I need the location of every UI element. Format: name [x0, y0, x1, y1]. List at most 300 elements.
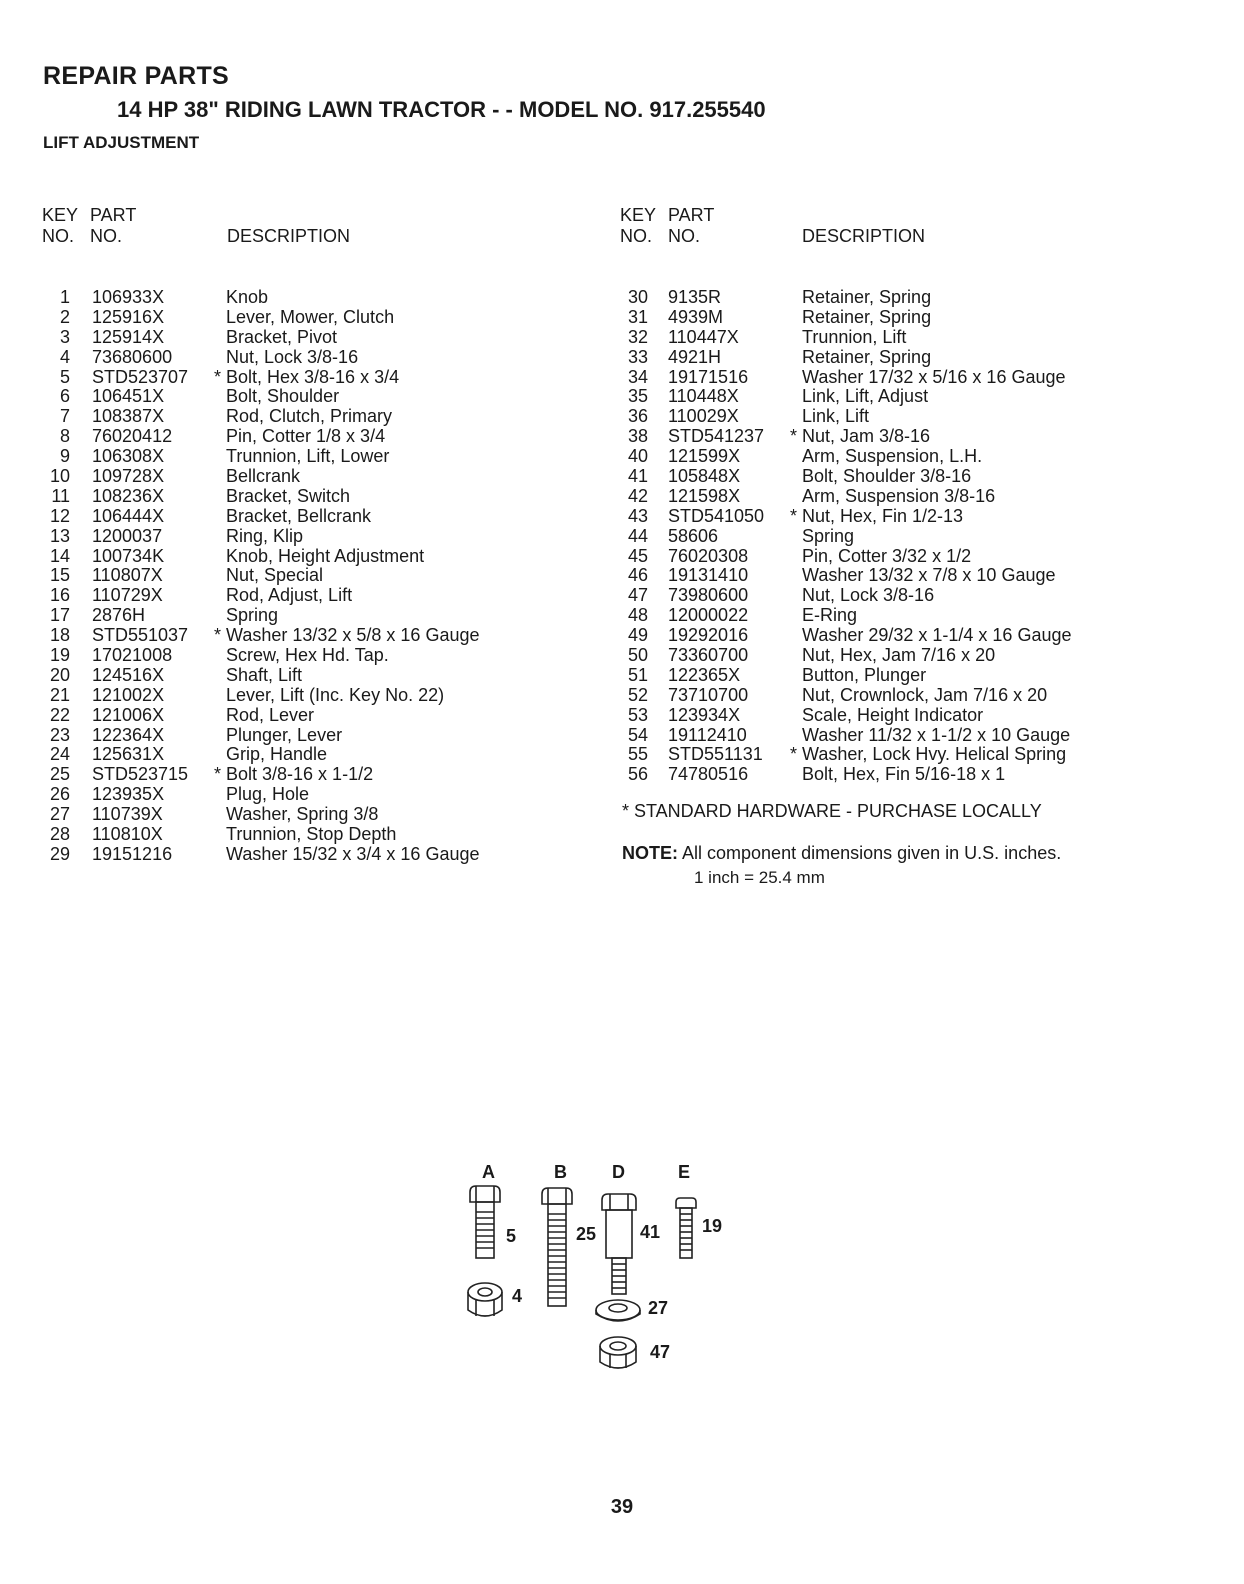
part-description: [226, 386, 339, 406]
part-description: [802, 446, 982, 466]
part-number: 4921H: [668, 346, 722, 367]
part-number: STD523715: [92, 764, 189, 785]
part-number: 125916X: [92, 306, 165, 327]
lock-nut-47-icon: [600, 1337, 636, 1368]
table-row: [40, 804, 580, 824]
table-row: [40, 526, 580, 546]
key-number: 30: [627, 287, 648, 307]
key-number: 41: [627, 466, 648, 487]
key-number: 49: [627, 625, 648, 646]
part-description: [802, 486, 995, 506]
table-row: [618, 506, 1218, 526]
hardware-illustration: [440, 1150, 760, 1390]
key-number: 35: [627, 386, 648, 407]
description-text: Rod, Adjust, Lift: [226, 585, 353, 606]
key-number: 12: [49, 505, 70, 526]
key-number: 38: [627, 426, 648, 447]
key-number: 5: [59, 366, 70, 387]
table-row: [618, 645, 1218, 665]
description-text: Bolt, Hex 3/8-16 x 3/4: [226, 366, 400, 387]
part-number: 105848X: [668, 466, 741, 487]
description-text: Washer 29/32 x 1-1/4 x 16 Gauge: [802, 625, 1072, 646]
description-text: Pin, Cotter 1/8 x 3/4: [226, 426, 386, 447]
description-text: Nut, Jam 3/8-16: [802, 426, 931, 447]
description-text: Nut, Lock 3/8-16: [802, 585, 935, 606]
table-row: [618, 625, 1218, 645]
part-description: [226, 506, 371, 526]
part-number: 2876H: [92, 605, 146, 626]
part-number: 125914X: [92, 326, 165, 347]
table-row: [618, 406, 1218, 426]
part-description: [214, 764, 374, 785]
key-number: 44: [627, 525, 648, 546]
part-number: 106933X: [92, 287, 165, 307]
standard-hardware-mark: *: [790, 744, 798, 765]
table-row: [618, 744, 1218, 764]
part-number: 4939M: [668, 306, 724, 327]
key-number: 32: [627, 326, 648, 347]
part-description: [802, 705, 983, 725]
standard-hardware-mark: *: [214, 625, 222, 646]
description-text: Button, Plunger: [802, 664, 927, 685]
description-text: Ring, Klip: [226, 525, 304, 546]
description-text: Washer 13/32 x 5/8 x 16 Gauge: [226, 625, 480, 646]
header-key-top: KEY: [620, 205, 657, 225]
part-description: [226, 665, 302, 685]
description-text: Retainer, Spring: [802, 306, 932, 327]
header-key-top: KEY: [42, 205, 79, 225]
table-row: [40, 764, 580, 784]
part-number: 12000022: [668, 605, 749, 626]
key-number: 33: [627, 346, 648, 367]
rows-right: [618, 287, 1218, 784]
part-description: [226, 585, 352, 605]
key-number: 45: [627, 545, 648, 566]
part-description: [226, 565, 323, 585]
parts-table-right: [618, 205, 1218, 784]
part-description: [802, 764, 1005, 784]
table-row: [40, 347, 580, 367]
description-text: Nut, Special: [226, 565, 324, 586]
table-row: [618, 386, 1218, 406]
header-description: DESCRIPTION: [802, 226, 926, 246]
note-label: NOTE:: [622, 843, 678, 863]
part-description: [226, 526, 303, 546]
part-number: 19292016: [668, 625, 749, 646]
part-description: [226, 347, 358, 367]
description-text: Retainer, Spring: [802, 287, 932, 307]
table-row: [40, 685, 580, 705]
key-number: 2: [59, 306, 70, 327]
table-row: [40, 744, 580, 764]
key-number: 6: [59, 386, 70, 407]
key-number: 7: [59, 406, 70, 427]
callout-47: 47: [650, 1342, 671, 1362]
part-number: 123934X: [668, 704, 741, 725]
table-row: [618, 347, 1218, 367]
description-text: Pin, Cotter 3/32 x 1/2: [802, 545, 972, 566]
part-number: STD523707: [92, 366, 189, 387]
table-row: [40, 367, 580, 387]
table-row: [618, 565, 1218, 585]
part-number: 110810X: [92, 824, 163, 845]
table-row: [40, 287, 580, 307]
table-row: [618, 705, 1218, 725]
table-row: [618, 367, 1218, 387]
callout-19: 19: [702, 1216, 723, 1236]
table-header-left: [40, 205, 580, 249]
part-description: [226, 406, 392, 426]
part-number: 106444X: [92, 505, 165, 526]
part-description: [802, 565, 1056, 585]
key-number: 10: [49, 466, 70, 487]
table-row: [618, 764, 1218, 784]
part-number: 74780516: [668, 764, 749, 785]
key-number: 43: [627, 505, 648, 526]
part-number: 125631X: [92, 744, 165, 765]
page-number: 39: [610, 1496, 634, 1518]
part-description: [226, 705, 314, 725]
key-number: 8: [59, 426, 70, 447]
callout-4: 4: [512, 1286, 523, 1306]
part-description: [802, 386, 928, 406]
part-number: 73680600: [92, 346, 173, 367]
header-part-bottom: NO.: [90, 226, 123, 246]
key-number: 56: [627, 764, 648, 785]
part-number: 108236X: [92, 485, 165, 506]
description-text: Arm, Suspension 3/8-16: [802, 485, 996, 506]
key-number: 18: [49, 625, 70, 646]
part-number: 73980600: [668, 585, 749, 606]
part-description: [802, 725, 1070, 745]
part-description: [802, 645, 995, 665]
part-number: 110807X: [92, 565, 163, 586]
part-number: 110029X: [668, 406, 739, 427]
rows-left: [40, 287, 580, 864]
description-text: E-Ring: [802, 605, 858, 626]
table-row: [618, 585, 1218, 605]
part-description: [790, 744, 1067, 765]
key-number: 21: [49, 684, 70, 705]
part-number: 19151216: [92, 843, 173, 864]
key-number: 4: [59, 346, 70, 367]
part-number: 100734K: [92, 545, 165, 566]
table-row: [40, 565, 580, 585]
description-text: Washer 13/32 x 7/8 x 10 Gauge: [802, 565, 1056, 586]
part-number: 76020308: [668, 545, 749, 566]
spring-washer-icon: [596, 1300, 640, 1321]
table-row: [40, 466, 580, 486]
part-number: 121002X: [92, 684, 165, 705]
description-text: Lever, Mower, Clutch: [226, 306, 395, 327]
description-text: Spring: [226, 605, 279, 626]
figure-letter-e: E: [678, 1162, 691, 1182]
model-subtitle: 14 HP 38" RIDING LAWN TRACTOR - - MODEL NO. 917.255540: [117, 97, 766, 122]
key-number: 24: [49, 744, 70, 765]
description-text: Scale, Height Indicator: [802, 704, 984, 725]
part-description: [226, 744, 327, 764]
part-number: 19112410: [668, 724, 747, 745]
part-description: [226, 605, 278, 625]
header-part-bottom: NO.: [668, 226, 701, 246]
description-text: Spring: [802, 525, 855, 546]
key-number: 50: [627, 645, 648, 666]
key-number: 26: [49, 784, 70, 805]
part-number: 109728X: [92, 466, 165, 487]
key-number: 27: [49, 804, 70, 825]
table-row: [40, 546, 580, 566]
callout-25: 25: [576, 1224, 597, 1244]
callout-41: 41: [640, 1222, 661, 1242]
table-row: [618, 446, 1218, 466]
table-row: [618, 426, 1218, 446]
key-number: 46: [627, 565, 648, 586]
part-description: [226, 327, 337, 347]
table-row: [618, 486, 1218, 506]
part-number: 122365X: [668, 664, 741, 685]
part-description: [802, 327, 906, 347]
description-text: Bracket, Bellcrank: [226, 505, 372, 526]
key-number: 52: [627, 684, 648, 705]
key-number: 25: [49, 764, 70, 785]
description-text: Retainer, Spring: [802, 346, 932, 367]
key-number: 29: [49, 843, 70, 864]
description-text: Arm, Suspension, L.H.: [802, 446, 983, 467]
part-description: [226, 287, 268, 307]
part-number: 17021008: [92, 645, 173, 666]
part-number: 19171516: [668, 366, 749, 387]
key-number: 3: [59, 326, 70, 347]
standard-hardware-mark: *: [790, 505, 798, 526]
part-description: [802, 347, 931, 367]
part-description: [802, 665, 926, 685]
part-description: [214, 625, 480, 646]
description-text: Shaft, Lift: [226, 664, 303, 685]
part-number: 106451X: [92, 386, 165, 407]
key-number: 34: [627, 366, 648, 387]
key-number: 22: [49, 704, 70, 725]
key-number: 1: [59, 287, 70, 307]
table-row: [40, 386, 580, 406]
part-number: 73360700: [668, 645, 749, 666]
table-row: [40, 307, 580, 327]
header-part-top: PART: [90, 205, 137, 225]
description-text: Bolt, Hex, Fin 5/16-18 x 1: [802, 764, 1006, 785]
conversion-note: 1 inch = 25.4 mm: [694, 868, 825, 887]
table-header-right: [618, 205, 1218, 249]
part-description: [790, 505, 964, 526]
part-description: [226, 486, 350, 506]
table-row: [618, 287, 1218, 307]
hex-bolt-b-icon: [542, 1188, 572, 1306]
part-number: 121006X: [92, 704, 165, 725]
figure-letter-d: D: [612, 1162, 625, 1182]
description-text: Trunnion, Lift, Lower: [226, 446, 390, 467]
table-row: [618, 685, 1218, 705]
part-number: 9135R: [668, 287, 722, 307]
key-number: 11: [51, 485, 70, 506]
shoulder-bolt-d-icon: [602, 1194, 636, 1294]
table-row: [618, 327, 1218, 347]
part-number: 108387X: [92, 406, 165, 427]
hex-screw-e-icon: [676, 1198, 696, 1258]
description-text: Bracket, Pivot: [226, 326, 338, 347]
table-row: [40, 426, 580, 446]
key-number: 23: [49, 724, 70, 745]
description-text: Knob, Height Adjustment: [226, 545, 425, 566]
description-text: Washer, Spring 3/8: [226, 804, 379, 825]
part-number: 110739X: [92, 804, 163, 825]
part-description: [802, 685, 1047, 705]
part-description: [226, 546, 424, 566]
part-description: [226, 725, 342, 745]
key-number: 20: [49, 664, 70, 685]
table-row: [40, 844, 580, 864]
part-number: 1200037: [92, 525, 163, 546]
key-number: 15: [49, 565, 70, 586]
part-description: [802, 625, 1072, 645]
lock-nut-icon: [468, 1283, 502, 1316]
part-number: 58606: [668, 525, 719, 546]
page-title: REPAIR PARTS: [43, 62, 230, 90]
description-text: Nut, Lock 3/8-16: [226, 346, 359, 367]
part-number: 73710700: [668, 684, 749, 705]
figure-letter-b: B: [554, 1162, 567, 1182]
key-number: 36: [627, 406, 648, 427]
key-number: 9: [59, 446, 70, 467]
key-number: 48: [627, 605, 648, 626]
header-key-bottom: NO.: [620, 226, 653, 246]
hex-bolt-a-icon: [470, 1186, 500, 1258]
description-text: Bellcrank: [226, 466, 301, 487]
part-number: STD551131: [668, 744, 763, 765]
part-description: [226, 426, 385, 446]
part-description: [802, 526, 854, 546]
description-text: Bolt 3/8-16 x 1-1/2: [226, 764, 374, 785]
part-number: 121599X: [668, 446, 741, 467]
description-text: Bolt, Shoulder 3/8-16: [802, 466, 972, 487]
key-number: 54: [627, 724, 648, 745]
section-title: LIFT ADJUSTMENT: [43, 133, 200, 152]
standard-hardware-mark: *: [790, 426, 798, 447]
part-number: 110447X: [668, 326, 739, 347]
description-text: Bracket, Switch: [226, 485, 351, 506]
part-description: [802, 287, 931, 307]
part-description: [214, 366, 400, 387]
key-number: 17: [49, 605, 70, 626]
key-number: 55: [627, 744, 648, 765]
part-number: 121598X: [668, 485, 741, 506]
header-key-bottom: NO.: [42, 226, 75, 246]
figure-letter-a: A: [482, 1162, 495, 1182]
key-number: 14: [49, 545, 70, 566]
part-description: [226, 804, 378, 824]
part-number: 110729X: [92, 585, 163, 606]
table-row: [40, 446, 580, 466]
description-text: Washer, Lock Hvy. Helical Spring: [802, 744, 1067, 765]
part-description: [226, 645, 389, 665]
description-text: Screw, Hex Hd. Tap.: [226, 645, 389, 666]
description-text: Nut, Hex, Jam 7/16 x 20: [802, 645, 996, 666]
key-number: 42: [627, 485, 648, 506]
description-text: Plug, Hole: [226, 784, 310, 805]
table-row: [40, 327, 580, 347]
part-number: STD541050: [668, 505, 765, 526]
table-row: [618, 546, 1218, 566]
key-number: 51: [627, 664, 648, 685]
part-description: [802, 406, 869, 426]
hardware-figure: [440, 1150, 760, 1390]
standard-hardware-mark: *: [214, 366, 222, 387]
description-text: Bolt, Shoulder: [226, 386, 340, 407]
key-number: 40: [627, 446, 648, 467]
part-description: [802, 367, 1066, 387]
description-text: Link, Lift, Adjust: [802, 386, 929, 407]
part-description: [226, 466, 300, 486]
part-number: 106308X: [92, 446, 165, 467]
table-row: [618, 605, 1218, 625]
table-row: [40, 605, 580, 625]
part-description: [226, 446, 389, 466]
standard-hardware-mark: *: [214, 764, 222, 785]
table-row: [618, 665, 1218, 685]
table-row: [40, 725, 580, 745]
table-row: [40, 645, 580, 665]
parts-table-left: [40, 205, 580, 864]
key-number: 47: [627, 585, 648, 606]
part-description: [226, 824, 396, 844]
description-text: Washer 11/32 x 1-1/2 x 10 Gauge: [802, 724, 1071, 745]
part-description: [226, 784, 309, 804]
part-number: 76020412: [92, 426, 173, 447]
description-text: Lever, Lift (Inc. Key No. 22): [226, 684, 445, 705]
part-number: 123935X: [92, 784, 165, 805]
key-number: 19: [49, 645, 70, 666]
table-row: [40, 784, 580, 804]
description-text: Washer 15/32 x 3/4 x 16 Gauge: [226, 843, 480, 864]
key-number: 13: [49, 525, 70, 546]
callout-5: 5: [506, 1226, 517, 1246]
description-text: Plunger, Lever: [226, 724, 343, 745]
table-row: [618, 307, 1218, 327]
description-text: Link, Lift: [802, 406, 870, 427]
part-number: 122364X: [92, 724, 165, 745]
key-number: 31: [627, 306, 648, 327]
key-number: 53: [627, 704, 648, 725]
table-row: [40, 486, 580, 506]
standard-hardware-note: * STANDARD HARDWARE - PURCHASE LOCALLY: [622, 801, 1042, 821]
description-text: Nut, Crownlock, Jam 7/16 x 20: [802, 684, 1048, 705]
part-number: 110448X: [668, 386, 739, 407]
table-row: [618, 526, 1218, 546]
description-text: Grip, Handle: [226, 744, 328, 765]
dimension-note: [622, 843, 1061, 864]
key-number: 28: [49, 824, 70, 845]
part-number: 19131410: [668, 565, 749, 586]
part-description: [226, 844, 480, 864]
table-row: [40, 625, 580, 645]
header-description: DESCRIPTION: [227, 226, 351, 246]
part-description: [802, 605, 857, 625]
table-row: [618, 466, 1218, 486]
table-row: [40, 705, 580, 725]
description-text: Rod, Lever: [226, 704, 315, 725]
part-description: [802, 546, 971, 566]
description-text: Washer 17/32 x 5/16 x 16 Gauge: [802, 366, 1066, 387]
part-description: [802, 585, 934, 605]
part-number: 124516X: [92, 664, 165, 685]
description-text: Rod, Clutch, Primary: [226, 406, 393, 427]
